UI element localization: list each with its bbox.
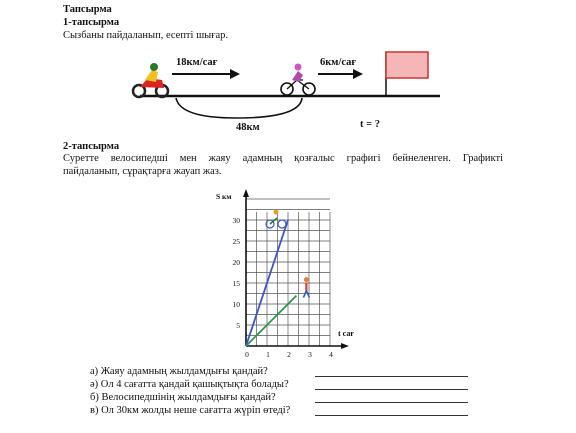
answer-line-ae[interactable] — [315, 389, 468, 390]
answer-line-b[interactable] — [315, 402, 468, 403]
x-tick-label: 4 — [329, 350, 333, 359]
chart-walker-leg — [303, 291, 306, 298]
speed-bicycle-label: 6км/сағ — [320, 57, 357, 68]
x-axis-label: t сағ — [338, 329, 354, 338]
y-tick-label: 5 — [236, 321, 240, 330]
task2-text-line1: Суретте велосипедші мен жаяу адамның қозғалыс графигі бейнеленген. Графикті — [63, 153, 503, 164]
time-question-label: t = ? — [360, 119, 380, 130]
speed-motorcycle-label: 18км/сағ — [176, 57, 218, 68]
task1-instruction: Сызбаны пайдаланып, есепті шығар. — [63, 30, 229, 41]
question-a: а) Жаяу адамның жылдамдығы қандай? — [90, 366, 268, 377]
x-tick-label: 2 — [287, 350, 291, 359]
answer-line-a[interactable] — [315, 376, 468, 377]
question-b: б) Велосипедшінің жылдамдығы қандай? — [90, 392, 276, 403]
answer-line-v[interactable] — [315, 415, 468, 416]
y-tick-label: 10 — [232, 300, 240, 309]
task2-text-line2: пайдаланып, сұрақтарға жауап жаз. — [63, 166, 222, 177]
y-tick-label: 30 — [232, 216, 240, 225]
chart-cyclist-head — [274, 210, 279, 215]
y-tick-label: 15 — [232, 279, 240, 288]
y-axis-arrow — [243, 189, 249, 197]
chart-cyclist-wheel — [278, 220, 286, 228]
page-title: Тапсырма — [63, 4, 112, 15]
y-tick-label: 25 — [232, 237, 240, 246]
x-axis-arrow — [341, 343, 349, 349]
task1-title: 1-тапсырма — [63, 17, 120, 28]
x-tick-label: 3 — [308, 350, 312, 359]
question-v: в) Ол 30км жолды неше сағатта жүріп өтеді? — [90, 405, 291, 416]
distance-label: 48км — [236, 122, 260, 133]
y-tick-label: 20 — [232, 258, 240, 267]
y-axis-label: S км — [216, 192, 232, 201]
x-tick-label: 1 — [266, 350, 270, 359]
x-tick-label: 0 — [245, 350, 249, 359]
task2-title: 2-тапсырма — [63, 141, 120, 152]
question-ae: ә) Ол 4 сағатта қандай қашықтықта болады? — [90, 379, 289, 390]
chart-walker-icon — [304, 277, 309, 282]
